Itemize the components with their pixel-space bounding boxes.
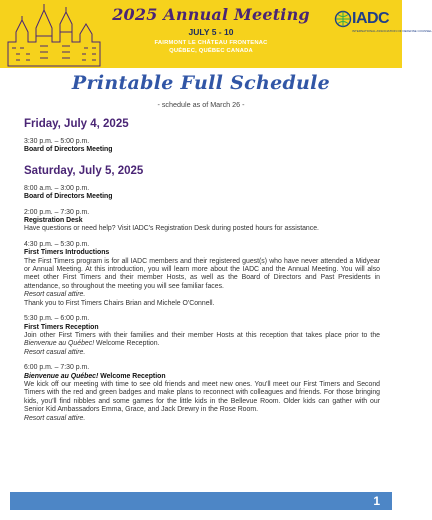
event-name-emphasis: Bienvenue au Québec! bbox=[24, 372, 99, 380]
event-attire: Resort casual attire. bbox=[24, 291, 86, 299]
day-heading-saturday: Saturday, July 5, 2025 bbox=[24, 164, 144, 177]
event-name: Registration Desk bbox=[24, 217, 83, 225]
event-description: We kick off our meeting with time to see old friends and meet new ones. You'll meet our First Timers and Second Timers with the red and green badges and make plans to reconnect with colleagues and friends. For those bringing kids, you'll find nibbles and some games for the little kids in the Bellevue Room. Older kids can gather with our Senior Kid Ambassadors Emma, Grace, and Jack Drewry in the Rose Room. bbox=[24, 380, 380, 414]
event-name: Board of Directors Meeting bbox=[24, 146, 113, 154]
event-name bbox=[24, 373, 380, 381]
event-name: First Timers Reception bbox=[24, 323, 99, 331]
event-description bbox=[24, 332, 380, 349]
globe-icon bbox=[334, 10, 352, 28]
banner-dates: JULY 5 - 10 bbox=[188, 27, 234, 37]
banner-title: 2025 Annual Meeting bbox=[112, 5, 310, 24]
event-time: 2:00 p.m. – 7:30 p.m. bbox=[24, 208, 90, 216]
event-time: 6:00 p.m. – 7:30 p.m. bbox=[24, 364, 90, 372]
event-saturday-board-meeting bbox=[24, 185, 380, 202]
page-number: 1 bbox=[373, 494, 380, 508]
event-description: The First Timers program is for all IADC members and their registered guest(s) who have never attended a Midyear or Annual Meeting. At this introduction, you will learn more about the IADC and the Annual Meeting. You will also meet other First Timers and their member Hosts, as well as the Board of Directors and Past Presidents in attendance, so throughout the meeting you will see familiar faces. bbox=[24, 257, 380, 290]
event-name: Board of Directors Meeting bbox=[24, 193, 113, 201]
schedule-date-note: - schedule as of March 26 - bbox=[157, 100, 245, 109]
event-time: 4:30 p.m. – 5:30 p.m. bbox=[24, 240, 90, 248]
event-first-timers-introductions bbox=[24, 241, 380, 308]
footer-bar bbox=[10, 492, 392, 510]
event-name: First Timers Introductions bbox=[24, 249, 110, 257]
banner-venue: FAIRMONT LE CHÂTEAU FRONTENAC bbox=[154, 40, 268, 46]
header-banner bbox=[0, 0, 432, 68]
event-thanks: Thank you to First Timers Chairs Brian and Michele O'Connell. bbox=[24, 299, 215, 307]
event-attire: Resort casual attire. bbox=[24, 348, 86, 356]
event-description-emphasis: Bienvenue au Québec! bbox=[24, 340, 95, 348]
day-heading-friday: Friday, July 4, 2025 bbox=[24, 118, 129, 130]
event-attire: Resort casual attire. bbox=[24, 414, 86, 422]
iadc-logo bbox=[334, 8, 432, 38]
page-title: Printable Full Schedule bbox=[71, 72, 331, 94]
logo-wordmark: IADC bbox=[352, 10, 390, 27]
logo-tagline: INTERNATIONAL ASSOCIATION OF DEFENSE COUNSEL bbox=[352, 29, 432, 33]
event-welcome-reception bbox=[24, 364, 380, 423]
event-description-part: Join other First Timers with their families and their member Hosts at this reception that takes place prior to the bbox=[24, 331, 380, 339]
event-friday-board-meeting bbox=[24, 138, 380, 155]
event-time: 5:30 p.m. – 6:00 p.m. bbox=[24, 315, 90, 323]
event-name-part: Welcome Reception bbox=[98, 372, 166, 380]
event-first-timers-reception bbox=[24, 315, 380, 357]
schedule-content bbox=[24, 118, 380, 423]
banner-city: QUÉBEC, QUÉBEC CANADA bbox=[169, 48, 253, 54]
event-time: 8:00 a.m. – 3:00 p.m. bbox=[24, 184, 90, 192]
event-registration-desk bbox=[24, 209, 380, 234]
chateau-illustration bbox=[2, 2, 106, 68]
event-time: 3:30 p.m. – 5:00 p.m. bbox=[24, 138, 90, 145]
event-description: Have questions or need help? Visit IADC's Registration Desk during posted hours for assistance. bbox=[24, 225, 319, 233]
event-description-part: Welcome Reception. bbox=[94, 340, 160, 348]
